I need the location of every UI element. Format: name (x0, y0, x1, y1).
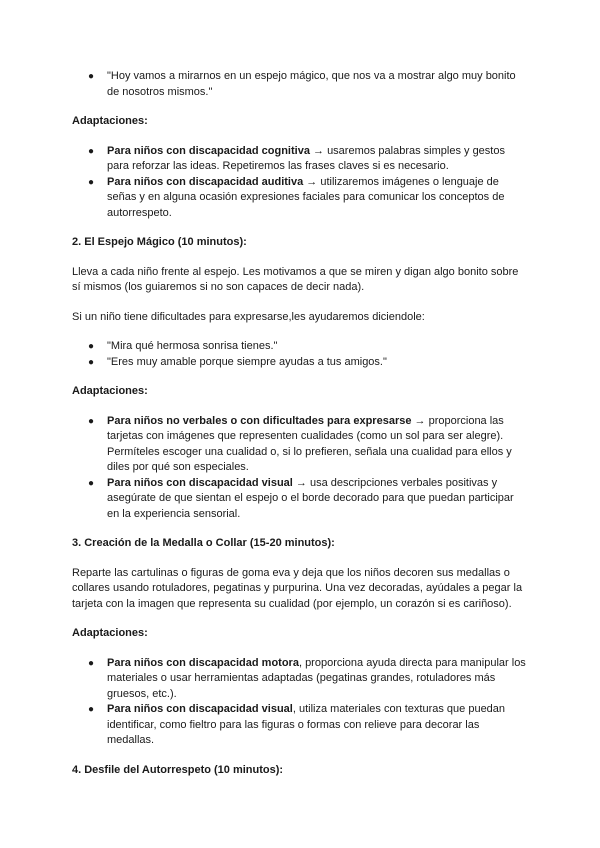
bullet-icon: ● (88, 356, 95, 368)
list-item-text: , proporciona ayuda directa para manipular los materiales o usar herramientas adaptadas (pegatinas grandes, rotuladores más gruesos, etc.). (107, 656, 526, 700)
bullet-icon: ● (88, 71, 95, 82)
list-item-bold: Para niños no verbales o con dificultades para expresarse (107, 414, 412, 427)
bullet-icon: ● (88, 657, 95, 669)
list-item (72, 144, 528, 175)
list-item-bold: Para niños con discapacidad auditiva (107, 175, 304, 188)
list-item-bold: Para niños con discapacidad visual (107, 476, 293, 489)
list-item-text: → proporciona las tarjetas con imágenes que representen cualidades (como un sol para ser alegre). Permíteles escoger una cualidad o, si lo prefieren, señala una cualidad para ellos y diles por qué son especiales. (107, 414, 512, 473)
list-item (72, 175, 528, 222)
list-item (72, 339, 528, 355)
adaptations-heading: Adaptaciones: (72, 385, 148, 397)
list-item-text: "Hoy vamos a mirarnos en un espejo mágico, que nos va a mostrar algo muy bonito de nosotros mismos." (107, 70, 516, 98)
section-heading: 4. Desfile del Autorrespeto (10 minutos): (72, 763, 284, 776)
paragraph: Lleva a cada niño frente al espejo. Les motivamos a que se miren y digan algo bonito sobre sí mismos (los guiaremos si no son capaces de decir nada). (72, 265, 519, 293)
list-item-bold: Para niños con discapacidad visual (107, 703, 293, 715)
adaptations-list (72, 656, 528, 749)
document-content (72, 69, 528, 778)
section-heading: 2. El Espejo Mágico (10 minutos): (72, 236, 247, 248)
paragraph: Reparte las cartulinas o figuras de goma eva y deja que los niños decoren sus medallas o collares usando rotuladores, pegatinas y purpurina. Una vez decoradas, ayúdales a pegar la tarjeta con la imagen que representa su cualidad (por ejemplo, un corazón si es cariñoso). (72, 566, 523, 610)
intro-bullet-list (72, 69, 528, 100)
list-item (72, 702, 528, 749)
phrases-bullet-list (72, 339, 528, 370)
list-item (72, 69, 528, 100)
list-item (72, 476, 528, 523)
list-item-bold: Para niños con discapacidad motora (107, 656, 299, 669)
bullet-icon: ● (88, 704, 95, 715)
adaptations-list (72, 144, 528, 222)
bullet-icon: ● (88, 341, 95, 352)
list-item-text: , utiliza materiales con texturas que puedan identificar, como fieltro para las figuras o formas con relieve para decorar las medallas. (107, 703, 506, 746)
list-item (72, 414, 528, 476)
bullet-icon: ● (88, 176, 95, 188)
list-item-text: "Mira qué hermosa sonrisa tienes." (107, 340, 278, 352)
list-item-text: → usaremos palabras simples y gestos para reforzar las ideas. Repetiremos las frases claves si es necesario. (107, 144, 505, 172)
list-item-bold: Para niños con discapacidad cognitiva (107, 144, 310, 157)
list-item (72, 656, 528, 703)
list-item-text: → utilizaremos imágenes o lenguaje de señas y en alguna ocasión expresiones faciales para comunicar los conceptos de autorrespeto. (107, 175, 505, 219)
list-item-text: → usa descripciones verbales positivas y asegúrate de que sientan el espejo o el borde decorado para que puedan participar en la experiencia sensorial. (107, 476, 514, 520)
adaptations-heading: Adaptaciones: (72, 115, 148, 127)
adaptations-heading: Adaptaciones: (72, 627, 148, 639)
adaptations-list (72, 414, 528, 523)
bullet-icon: ● (88, 415, 95, 427)
list-item (72, 355, 528, 371)
section-heading: 3. Creación de la Medalla o Collar (15-20 minutos): (72, 537, 335, 549)
paragraph: Si un niño tiene dificultades para expresarse,les ayudaremos diciendole: (72, 310, 425, 323)
bullet-icon: ● (88, 145, 95, 157)
bullet-icon: ● (88, 477, 95, 489)
list-item-text: "Eres muy amable porque siempre ayudas a tus amigos." (107, 355, 387, 368)
